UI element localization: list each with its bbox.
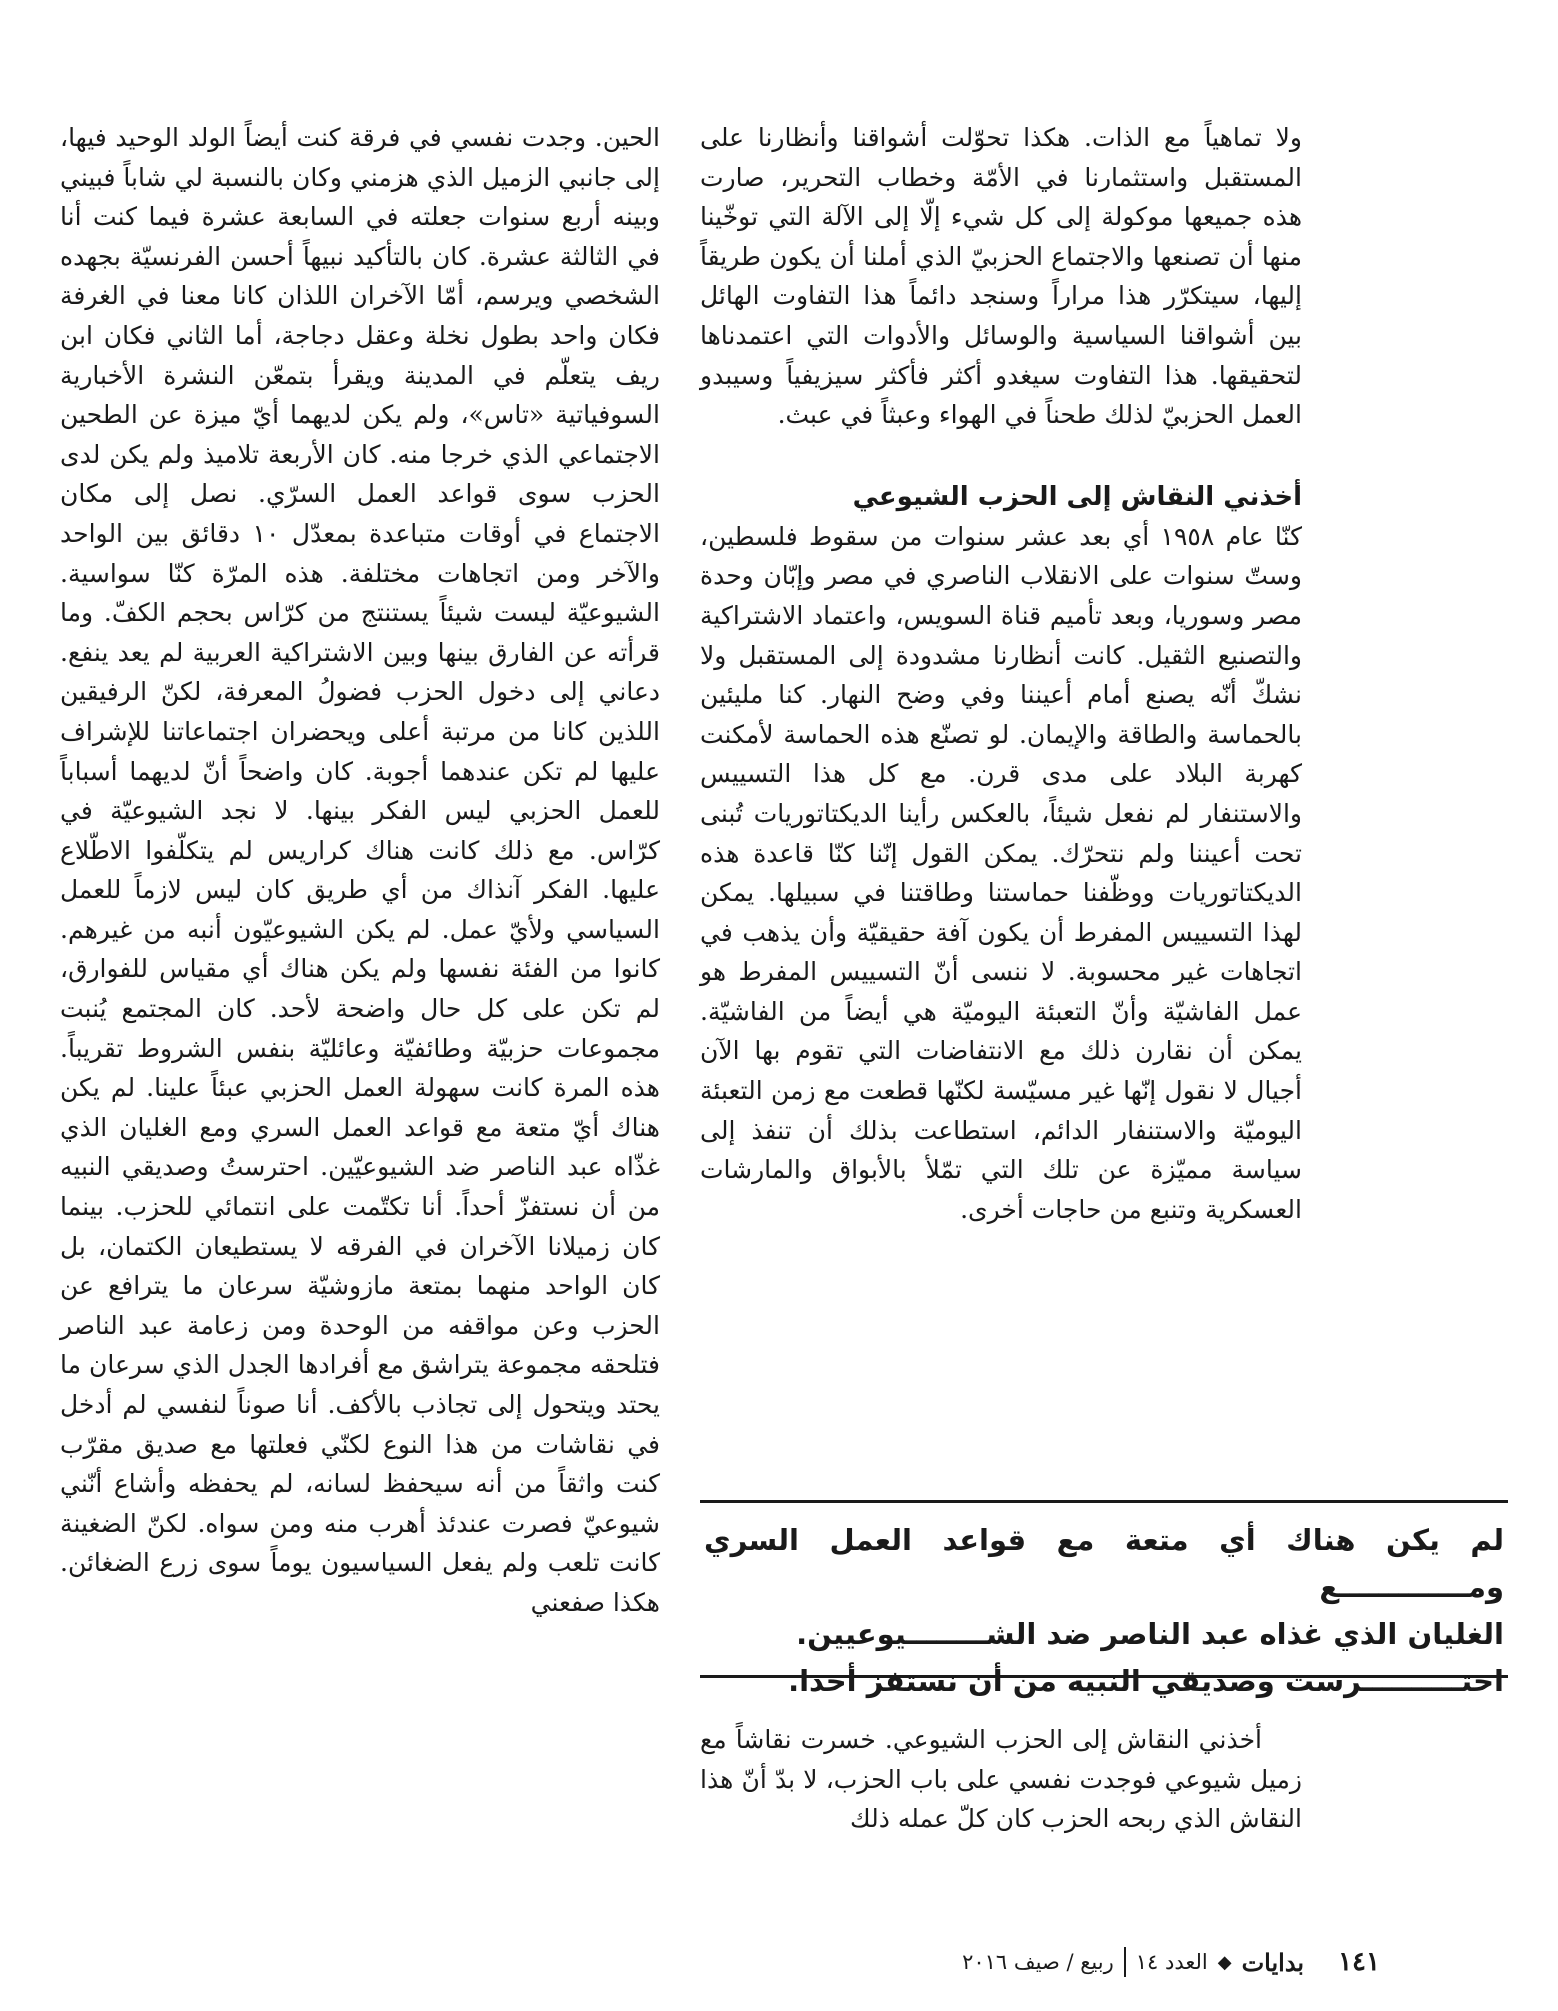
right-column-paragraph-2: كنّا عام ١٩٥٨ أي بعد عشر سنوات من سقوط فلسطين، وستّ سنوات على الانقلاب الناصري في مصر وإبّان وحدة مصر وسوريا، وبعد تأميم قناة السويس، واعتماد الاشتراكية والتصنيع الثقيل. كانت أنظارنا مشدودة إلى المستقبل ولا نشكّ أنّه يصنع أمام أعيننا وفي وضح النهار. كنا مليئين بالحماسة والطاقة والإيمان. لو تصنّع هذه الحماسة لأمكنت كهربة البلاد على مدى قرن. مع كل هذا التسييس والاستنفار لم نفعل شيئاً، بالعكس رأينا الديكتاتوريات تُبنى تحت أعيننا ولم نتحرّك. يمكن القول إنّنا كنّا قاعدة هذه الديكتاتوريات ووظّفنا حماستنا وطاقتنا في سبيلها. يمكن لهذا التسييس المفرط أن يكون آفة حقيقيّة وأن يذهب في اتجاهات غير محسوبة. لا ننسى أنّ التسييس المفرط هو عمل الفاشيّة وأنّ التعبئة اليوميّة هي أيضاً من الفاشيّة. يمكن أن نقارن ذلك مع الانتفاضات التي تقوم بها الآن أجيال لا نقول إنّها غير مسيّسة لكنّها قطعت مع زمن التعبئة اليوميّة والاستنفار الدائم، استطاعت بذلك أن تنفذ إلى سياسة مميّزة عن تلك التي تمّلأ بالأبواق والمارشات العسكرية وتنبع من حاجات أخرى. xyxy=(700,521,1302,1224)
right-column-lower xyxy=(700,1720,1302,1900)
right-column-lower-paragraph: أخذني النقاش إلى الحزب الشيوعي. خسرت نقاشاً مع زميل شيوعي فوجدت نفسي على باب الحزب، لا بدّ أنّ هذا النقاش الذي ربحه الحزب كان كلّ عمله ذلك xyxy=(700,1725,1302,1834)
magazine-name: بدايات xyxy=(1241,1947,1305,1977)
pull-quote-line-3: احتــــــــــرست وصديقي النبيه من أن نستفز أحدا. xyxy=(788,1664,1504,1698)
right-column-paragraph-1: ولا تماهياً مع الذات. هكذا تحوّلت أشواقنا وأنظارنا على المستقبل واستثمارنا في الأمّة وخطاب التحرير، صارت هذه جميعها موكولة إلى كل شيء إلّا إلى الآلة التي توخّينا منها أن تصنعها والاجتماع الحزبيّ الذي أملنا أن يكون طريقاً إليها، سيتكرّر هذا مراراً وسنجد دائماً هذا التفاوت الهائل بين أشواقنا السياسية والوسائل والأدوات التي اعتمدناها لتحقيقها. هذا التفاوت سيغدو أكثر فأكثر سيزيفياً وسيبدو العمل الحزبيّ لذلك طحناً في الهواء وعبثاً في عبث. xyxy=(700,123,1302,430)
left-column xyxy=(60,118,660,1898)
pull-quote-line-2: الغليان الذي غذاه عبد الناصر ضد الشــــــــيوعيين. xyxy=(796,1617,1504,1651)
diamond-icon: ◆ xyxy=(1217,1951,1232,1973)
issue-number: العدد ١٤ xyxy=(1135,1950,1208,1974)
footer-divider xyxy=(1124,1947,1126,1977)
pull-quote-line-1: لم يكن هناك أي متعة مع قواعد العمل السري ومـــــــــــــع xyxy=(704,1523,1504,1604)
pull-quote xyxy=(700,1500,1508,1698)
left-column-paragraph: الحين. وجدت نفسي في فرقة كنت أيضاً الولد الوحيد فيها، إلى جانبي الزميل الذي هزمني وكان بالنسبة لي شاباً فبيني وبينه أربع سنوات جعلته في السابعة عشرة فيما كنت أنا في الثالثة عشرة. كان بالتأكيد نبيهاً أحسن الفرنسيّة بجهده الشخصي ويرسم، أمّا الآخران اللذان كانا معنا في الغرفة فكان واحد بطول نخلة وعقل دجاجة، أما الثاني فكان ابن ريف يتعلّم في المدينة ويقرأ بتمعّن النشرة الأخبارية السوفياتية «تاس»، ولم يكن لديهما أيّ ميزة عن الطحين الاجتماعي الذي خرجا منه. كان الأربعة تلاميذ ولم يكن لدى الحزب سوى قواعد العمل السرّي. نصل إلى مكان الاجتماع في أوقات متباعدة بمعدّل ١٠ دقائق بين الواحد والآخر ومن اتجاهات مختلفة. هذه المرّة كنّا سواسية. الشيوعيّة ليست شيئاً يستنتج من كرّاس بحجم الكفّ. وما قرأته عن الفارق بينها وبين الاشتراكية العربية لم يعد ينفع. دعاني إلى دخول الحزب فضولُ المعرفة، لكنّ الرفيقين اللذين كانا من مرتبة أعلى ويحضران اجتماعاتنا للإشراف عليها لم تكن عندهما أجوبة. كان واضحاً أنّ لديهما أسباباً للعمل الحزبي ليس الفكر بينها. لا نجد الشيوعيّة في كرّاس. مع ذلك كانت هناك كراريس لم يتكلّفوا الاطّلاع عليها. الفكر آنذاك من أي طريق كان ليس لازماً للعمل السياسي ولأيّ عمل. لم يكن الشيوعيّون أنبه من غيرهم. كانوا من الفئة نفسها ولم يكن هناك أي مقياس للفوارق، لم تكن على كل حال واضحة لأحد. كان المجتمع يُنبت مجموعات حزبيّة وطائفيّة وعائليّة بنفس الشروط تقريباً. هذه المرة كانت سهولة العمل الحزبي عبئاً علينا. لم يكن هناك أيّ متعة مع قواعد العمل السري ومع الغليان الذي غذّاه عبد الناصر ضد الشيوعيّين. احترستُ وصديقي النبيه من أن نستفزّ أحداً. أنا تكتّمت على انتمائي للحزب. بينما كان زميلانا الآخران في الفرقه لا يستطيعان الكتمان، بل كان الواحد منهما بمتعة مازوشيّة سرعان ما يترافع عن الحزب وعن مواقفه من الوحدة ومن زعامة عبد الناصر فتلحقه مجموعة يتراشق مع أفرادها الجدل الذي سرعان ما يحتد ويتحول إلى تجاذب بالأكف. أنا صوناً لنفسي لم أدخل في نقاشات من هذا النوع لكنّي فعلتها مع صديق مقرّب كنت واثقاً من أنه سيحفظ لسانه، لم يحفظه وأشاع أنّني شيوعيّ فصرت عندئذ أهرب منه ومن سواه. لكنّ الضغينة كانت تلعب ولم يفعل السياسيون يوماً سوى زرع الضغائن. هكذا صفعني xyxy=(60,123,660,1617)
page-number: ١٤١ xyxy=(1338,1947,1380,1977)
page-footer xyxy=(880,1942,1380,1982)
section-heading: أخذني النقاش إلى الحزب الشيوعي xyxy=(852,481,1302,512)
issue-season: ربيع / صيف ٢٠١٦ xyxy=(962,1950,1114,1974)
right-column xyxy=(700,118,1302,1474)
